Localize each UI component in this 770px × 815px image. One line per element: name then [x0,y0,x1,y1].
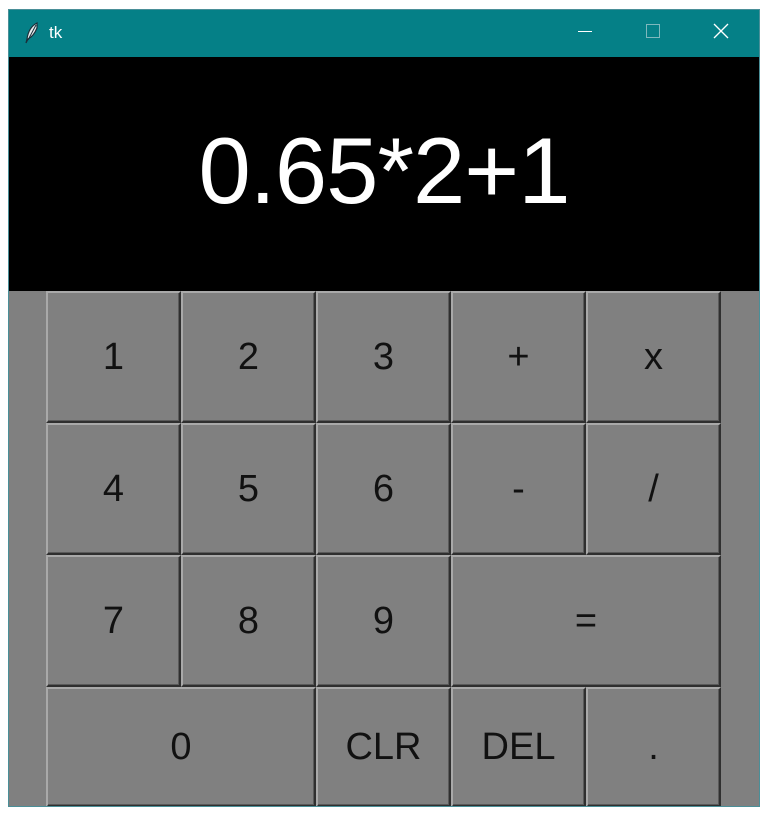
maximize-button[interactable] [619,10,687,57]
key-7[interactable]: 7 [46,555,181,687]
key-6[interactable]: 6 [316,423,451,555]
key-9[interactable]: 9 [316,555,451,687]
calculator-display [9,57,759,291]
maximize-icon [646,24,660,43]
key-0[interactable]: 0 [46,687,316,807]
key-divide[interactable]: / [586,423,721,555]
key-4[interactable]: 4 [46,423,181,555]
key-plus[interactable]: + [451,291,586,423]
minimize-icon [578,24,592,43]
minimize-button[interactable] [551,10,619,57]
close-icon [713,23,729,44]
feather-icon [22,22,42,44]
expression-text: 0.65*2+1 [198,118,570,223]
key-2[interactable]: 2 [181,291,316,423]
key-decimal[interactable]: . [586,687,721,807]
key-8[interactable]: 8 [181,555,316,687]
title-bar[interactable] [9,10,759,57]
window-title: tk [49,23,63,42]
key-multiply[interactable]: x [586,291,721,423]
key-equals[interactable]: = [451,555,721,687]
key-delete[interactable]: DEL [451,687,586,807]
calculator-window [8,9,760,807]
key-5[interactable]: 5 [181,423,316,555]
key-clear[interactable]: CLR [316,687,451,807]
key-1[interactable]: 1 [46,291,181,423]
close-button[interactable] [687,10,755,57]
key-3[interactable]: 3 [316,291,451,423]
key-minus[interactable]: - [451,423,586,555]
